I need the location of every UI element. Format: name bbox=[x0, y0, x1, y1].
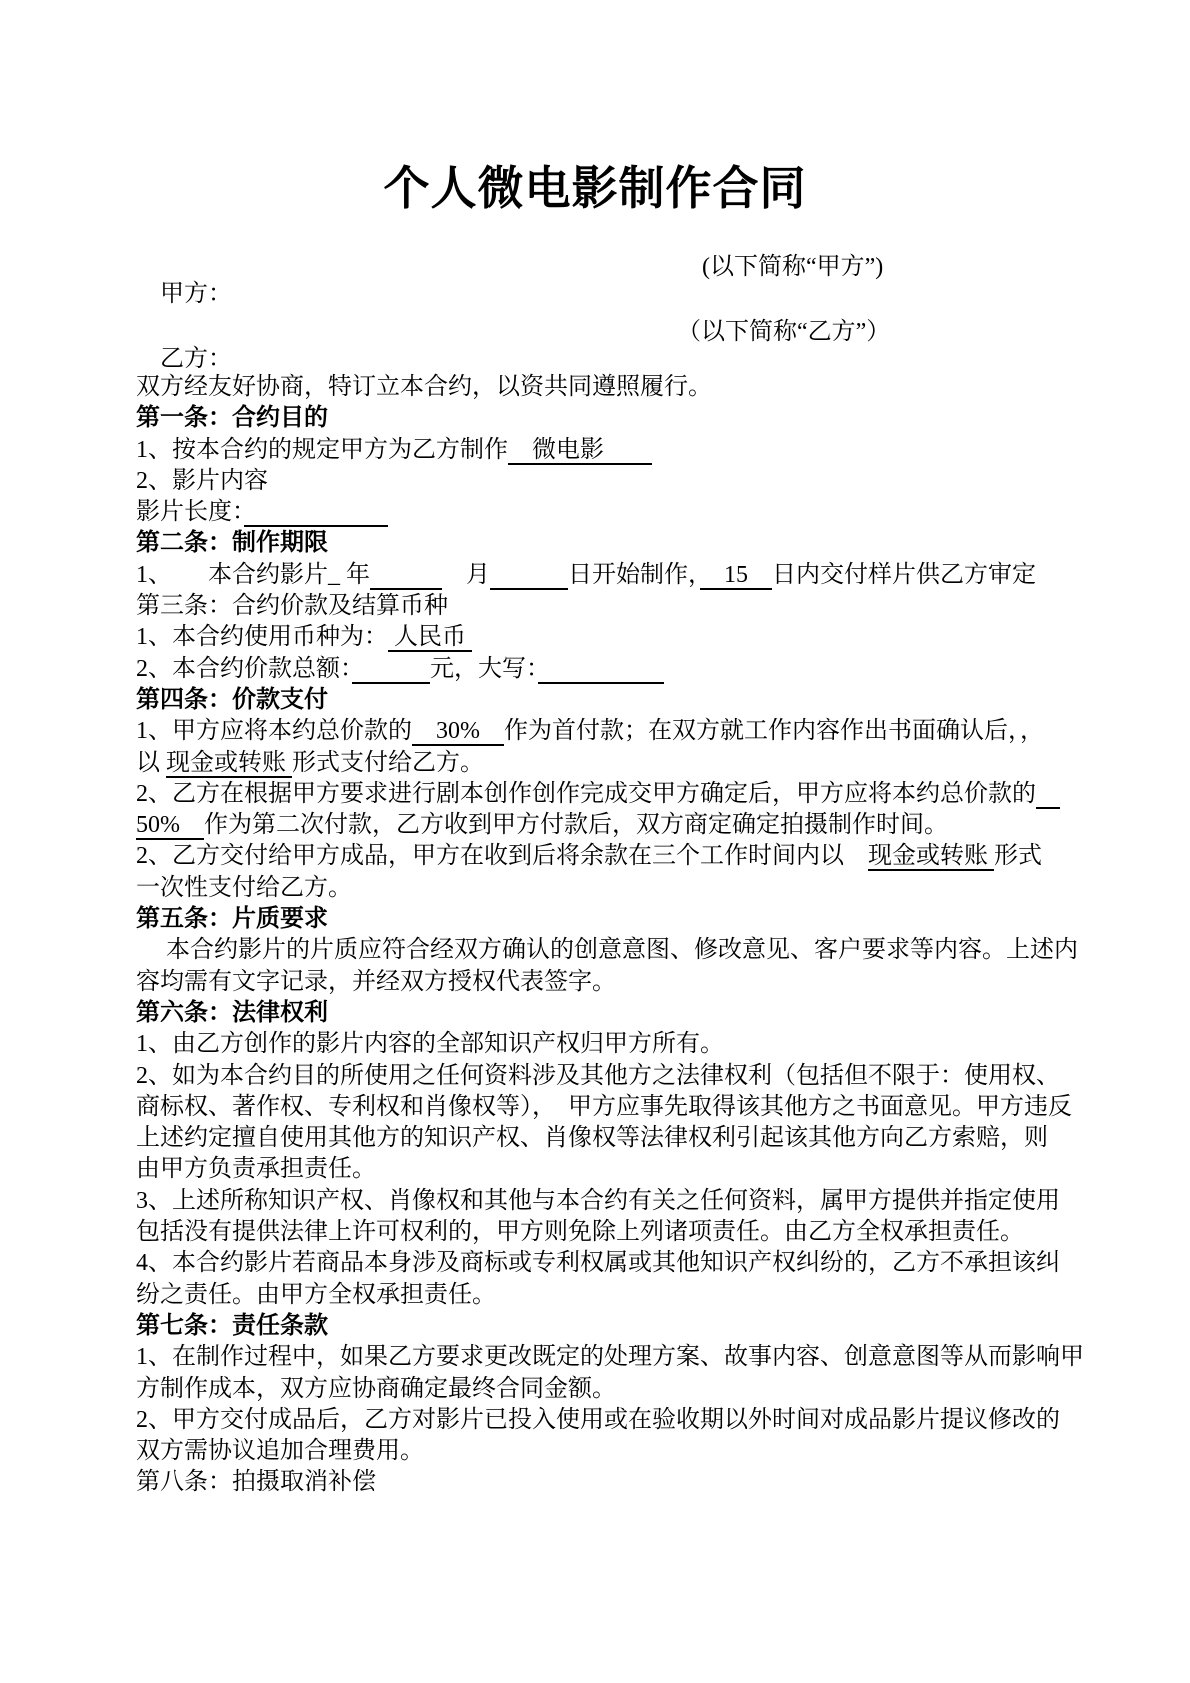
contract-line bbox=[136, 1186, 1066, 1217]
contract-line bbox=[136, 1061, 1066, 1092]
text-segment: 第六条：法律权利 bbox=[136, 999, 328, 1026]
section-heading bbox=[136, 685, 1066, 716]
fill-in-blank: 人民币 bbox=[388, 624, 472, 651]
contract-line bbox=[136, 967, 1066, 998]
contract-line bbox=[136, 1029, 1066, 1060]
text-segment: 日开始制作， bbox=[568, 561, 700, 588]
text-segment: 第三条：合约价款及结算币种 bbox=[136, 593, 448, 620]
text-segment: 作为第二次付款，乙方收到甲方付款后，双方商定确定拍摄制作时间。 bbox=[204, 812, 948, 839]
text-segment: 上述约定擅自使用其他方的知识产权、肖像权等法律权利引起该其他方向乙方索赔，则 bbox=[136, 1125, 1048, 1152]
text-segment: 作为首付款；在双方就工作内容作出书面确认后，， bbox=[504, 718, 1044, 745]
text-segment: 2、甲方交付成品后，乙方对影片已投入使用或在验收期以外时间对成品影片提议修改的 bbox=[136, 1406, 1060, 1433]
fill-in-blank bbox=[1036, 781, 1060, 809]
text-segment: 包括没有提供法律上许可权利的，甲方则免除上列诸项责任。由乙方全权承担责任。 bbox=[136, 1219, 1024, 1246]
fill-in-blank bbox=[490, 562, 568, 590]
fill-in-blank bbox=[538, 656, 664, 684]
text-segment: 1、在制作过程中，如果乙方要求更改既定的处理方案、故事内容、创意意图等从而影响甲 bbox=[136, 1344, 1084, 1371]
fill-in-blank: 现金或转账 bbox=[868, 843, 994, 870]
text-segment: 2、影片内容 bbox=[136, 467, 268, 494]
contract-line bbox=[136, 466, 1066, 497]
text-segment: 1、本合约使用币种为： bbox=[136, 624, 388, 651]
fill-in-blank: 50% bbox=[136, 812, 204, 839]
contract-line bbox=[136, 1374, 1066, 1405]
contract-line bbox=[136, 779, 1066, 810]
text-segment: 本合约影片的片质应符合经双方确认的创意意图、修改意见、客户要求等内容。上述内 bbox=[136, 937, 1078, 964]
text-segment: 3、上述所称知识产权、肖像权和其他与本合约有关之任何资料，属甲方提供并指定使用 bbox=[136, 1187, 1060, 1214]
contract-line bbox=[136, 1154, 1066, 1185]
party-b-label: 乙方： bbox=[160, 346, 232, 372]
text-segment: 容均需有文字记录，并经双方授权代表签字。 bbox=[136, 968, 616, 995]
party-a-label: 甲方： bbox=[160, 281, 232, 307]
text-segment: 1、按本合约的规定甲方为乙方制作 bbox=[136, 436, 508, 463]
text-segment: 4、本合约影片若商品本身涉及商标或专利权属或其他知识产权纠纷的，乙方不承担该纠 bbox=[136, 1250, 1060, 1277]
contract-body bbox=[136, 372, 1084, 1499]
fill-in-blank bbox=[244, 499, 388, 527]
fill-in-blank: 现金或转账 bbox=[166, 749, 292, 776]
text-segment: 纷之责任。由甲方全权承担责任。 bbox=[136, 1281, 496, 1308]
text-segment: 元，大写： bbox=[430, 655, 538, 682]
contract-line bbox=[136, 1217, 1066, 1248]
contract-line bbox=[136, 1467, 1066, 1498]
text-segment: 以 bbox=[136, 749, 166, 776]
text-segment: 1、由乙方创作的影片内容的全部知识产权归甲方所有。 bbox=[136, 1031, 724, 1058]
contract-line bbox=[136, 497, 1066, 528]
contract-line bbox=[136, 622, 1066, 653]
fill-in-blank: 微电影 bbox=[508, 436, 652, 463]
section-heading bbox=[136, 528, 1066, 559]
section-heading bbox=[136, 403, 1066, 434]
fill-in-blank bbox=[352, 656, 430, 684]
text-segment: 1、甲方应将本约总价款的 bbox=[136, 718, 412, 745]
text-segment: 第二条：制作期限 bbox=[136, 530, 328, 557]
text-segment: 第七条：责任条款 bbox=[136, 1312, 328, 1339]
text-segment: 第四条：价款支付 bbox=[136, 686, 328, 713]
contract-line bbox=[136, 1342, 1084, 1373]
page-title: 个人微电影制作合同 bbox=[383, 163, 807, 214]
text-segment: 2、乙方在根据甲方要求进行剧本创作创作完成交甲方确定后，甲方应将本约总价款的 bbox=[136, 780, 1036, 807]
text-segment: 影片长度： bbox=[136, 499, 244, 526]
section-heading bbox=[136, 904, 1066, 935]
text-segment: 第八条：拍摄取消补偿 bbox=[136, 1469, 376, 1496]
text-segment: 第一条：合约目的 bbox=[136, 405, 328, 432]
text-segment: 2、如为本合约目的所使用之任何资料涉及其他方之法律权利（包括但不限于：使用权、 bbox=[136, 1062, 1060, 1089]
contract-line bbox=[136, 1436, 1066, 1467]
text-segment: 2、乙方交付给甲方成品，甲方在收到后将余款在三个工作时间内以 bbox=[136, 843, 868, 870]
text-segment: 形式支付给乙方。 bbox=[292, 749, 484, 776]
fill-in-blank: 30% bbox=[412, 718, 504, 745]
text-segment: 2、本合约价款总额： bbox=[136, 655, 352, 682]
text-segment: 方制作成本，双方应协商确定最终合同金额。 bbox=[136, 1375, 616, 1402]
text-segment: 由甲方负责承担责任。 bbox=[136, 1156, 376, 1183]
text-segment: 形式 bbox=[994, 843, 1042, 870]
text-segment: 第五条：片质要求 bbox=[136, 906, 328, 933]
contract-line bbox=[136, 841, 1066, 872]
text-segment: 商标权、著作权、专利权和肖像权等）， 甲方应事先取得该其他方之书面意见。甲方违反 bbox=[136, 1093, 1072, 1120]
party-b-note: （以下简称“乙方”） bbox=[677, 319, 891, 345]
contract-line bbox=[136, 560, 1066, 591]
contract-line bbox=[136, 1405, 1066, 1436]
contract-line bbox=[136, 1280, 1066, 1311]
contract-line bbox=[136, 935, 1078, 966]
contract-line bbox=[136, 716, 1066, 747]
fill-in-blank bbox=[370, 562, 442, 590]
text-segment: 一次性支付给乙方。 bbox=[136, 874, 352, 901]
fill-in-blank: 15 bbox=[700, 561, 772, 588]
contract-line bbox=[136, 873, 1066, 904]
section-heading bbox=[136, 998, 1066, 1029]
contract-line bbox=[136, 435, 1066, 466]
text-segment: 日内交付样片供乙方审定 bbox=[772, 561, 1036, 588]
contract-line bbox=[136, 1092, 1072, 1123]
contract-line bbox=[136, 1123, 1066, 1154]
contract-line bbox=[136, 654, 1066, 685]
text-segment: 双方需协议追加合理费用。 bbox=[136, 1438, 424, 1465]
section-heading bbox=[136, 1311, 1066, 1342]
text-segment: 双方经友好协商，特订立本合约，以资共同遵照履行。 bbox=[136, 374, 712, 400]
contract-line bbox=[136, 1248, 1066, 1279]
party-a-note: (以下简称“甲方”) bbox=[702, 254, 884, 280]
contract-line bbox=[136, 591, 1066, 622]
contract-line bbox=[136, 748, 1066, 779]
contract-line bbox=[136, 372, 1066, 403]
text-segment: 1、 本合约影片_ 年 bbox=[136, 561, 370, 588]
contract-line bbox=[136, 810, 1066, 841]
text-segment: 月 bbox=[442, 561, 490, 588]
